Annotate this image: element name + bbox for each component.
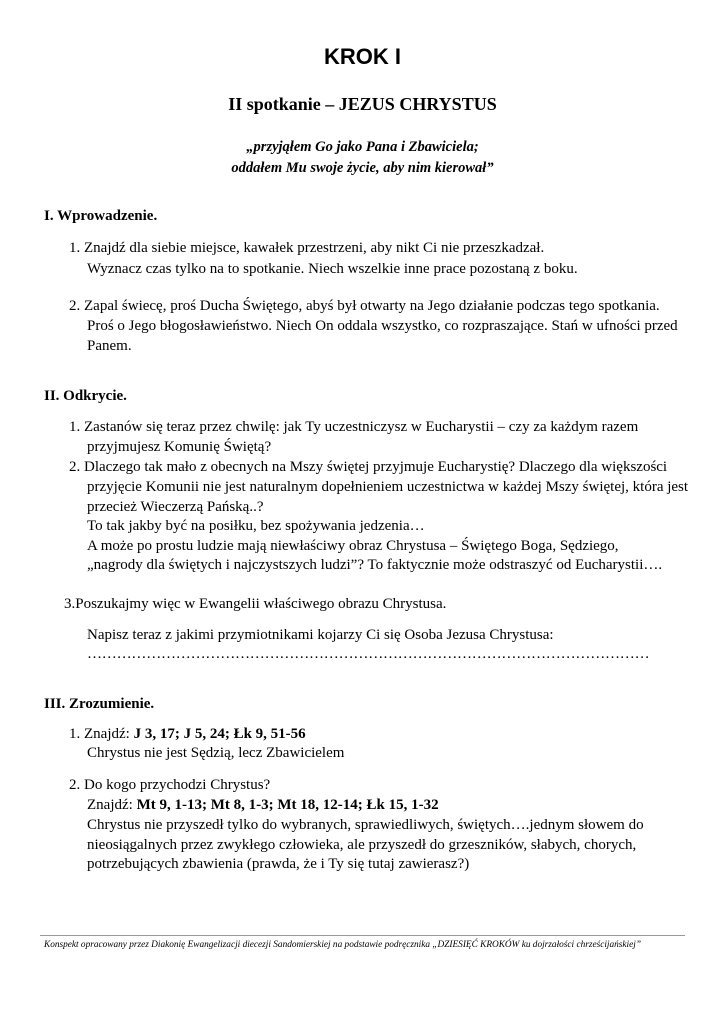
discovery-item-1-line-2: przyjmujesz Komunię Świętą? [87,439,272,455]
intro-item-2-line-2: Proś o Jego błogosławieństwo. Niech On oddala wszystko, co rozpraszające. Stań w ufności przed [87,318,678,334]
find-label: 1. Znajdź: [69,726,134,742]
understanding-item-1-line-2: Chrystus nie jest Sędzią, lecz Zbawicielem [87,745,345,761]
understanding-item-2-line-4: nieosiągalnych przez zwykłego człowieka, ale przyszedł do grzeszników, słabych, chorych, [87,837,637,853]
understanding-item-2-line-3: Chrystus nie przyszedł tylko do wybranych, sprawiedliwych, świętych….jednym słowem do [87,817,644,833]
footer-note: Konspekt opracowany przez Diakonię Ewangelizacji diecezji Sandomierskiej na podstawie podręcznika „DZIESIĘĆ KROKÓW ku dojrzałości chrześcijańskiej” [44,940,641,950]
scripture-references-2: Mt 9, 1-13; Mt 8, 1-3; Mt 18, 12-14; Łk 15, 1-32 [136,797,439,813]
understanding-item-1-line-1 [69,726,306,743]
understanding-item-2-line-5: potrzebujących zbawienia (prawda, że i Ty się tutaj zawierasz?) [87,856,470,872]
discovery-item-2-line-1: 2. Dlaczego tak mało z obecnych na Mszy świętej przyjmuje Eucharystię? Dlaczego dla większości [69,459,668,475]
understanding-item-2-line-2 [87,797,439,814]
discovery-item-2-line-4: To tak jakby być na posiłku, bez spożywania jedzenia… [87,518,425,534]
discovery-item-2-line-3: przecież Wieczerzą Pańską..? [87,499,264,515]
section-heading-discovery: II. Odkrycie. [44,388,127,404]
find-label: Znajdź: [87,797,137,813]
intro-item-2-line-1: 2. Zapal świecę, proś Ducha Świętego, abyś był otwarty na Jego działanie podczas tego spotkania. [69,298,660,314]
intro-item-1-line-1: 1. Znajdź dla siebie miejsce, kawałek przestrzeni, aby nikt Ci nie przeszkadzał. [69,240,545,256]
discovery-item-2-line-5: A może po prostu ludzie mają niewłaściwy obraz Chrystusa – Świętego Boga, Sędziego, [87,538,619,554]
footer-divider [40,935,685,936]
discovery-item-2-line-6: „nagrody dla świętych i najczystszych ludzi”? To faktycznie może odstraszyć od Eucharystii…. [87,557,663,573]
discovery-item-3-line-2: Napisz teraz z jakimi przymiotnikami kojarzy Ci się Osoba Jezusa Chrystusa: [87,627,554,643]
scripture-references-1: J 3, 17; J 5, 24; Łk 9, 51-56 [133,726,306,742]
quote-line-1: „przyjąłem Go jako Pana i Zbawiciela; [246,139,479,155]
intro-item-2-line-3: Panem. [87,338,132,354]
page-title: KROK I [324,44,401,69]
intro-item-1-line-2: Wyznacz czas tylko na to spotkanie. Niech wszelkie inne prace pozostaną z boku. [87,261,578,277]
answer-dotted-line: …………………………………………………………………………………………………… [87,646,650,662]
discovery-item-1-line-1: 1. Zastanów się teraz przez chwilę: jak Ty uczestniczysz w Eucharystii – czy za każdym razem [69,419,639,435]
quote-line-2: oddałem Mu swoje życie, aby nim kierował” [231,160,494,176]
discovery-item-3-line-1: 3.Poszukajmy więc w Ewangelii właściwego obrazu Chrystusa. [64,596,447,612]
page-subtitle: II spotkanie – JEZUS CHRYSTUS [228,94,497,114]
understanding-item-2-line-1: 2. Do kogo przychodzi Chrystus? [69,777,271,793]
discovery-item-2-line-2: przyjęcie Komunii nie jest naturalnym dopełnieniem uczestnictwa w każdej Mszy świętej, która jest [87,479,689,495]
section-heading-understanding: III. Zrozumienie. [44,696,155,712]
section-heading-introduction: I. Wprowadzenie. [44,208,158,224]
